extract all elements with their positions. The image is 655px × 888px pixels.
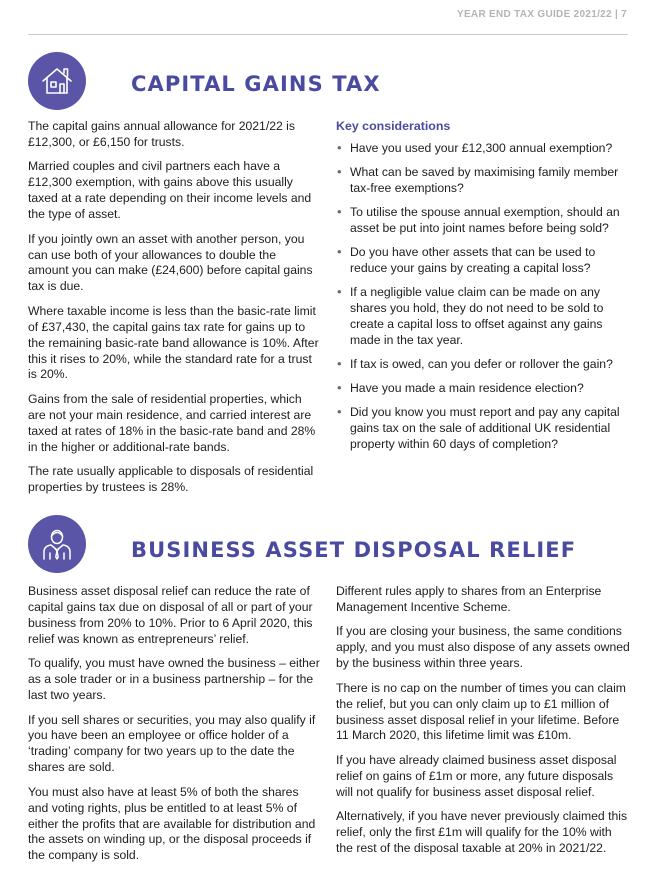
body-paragraph: To qualify, you must have owned the business – either as a sole trader or in a business partnership – for the last two years.	[28, 656, 320, 703]
businessman-icon	[28, 515, 86, 573]
body-paragraph: If you jointly own an asset with another person, you can use both of your allowances to double the amount you can make (£24,600) before capital gains tax is due.	[28, 231, 313, 294]
key-considerations-title: Key considerations	[336, 119, 451, 133]
house-icon	[28, 52, 86, 110]
list-item-text: Have you made a main residence election?	[350, 380, 584, 395]
page-header: YEAR END TAX GUIDE 2021/22 | 7	[456, 9, 627, 20]
body-paragraph: If you are closing your business, the same conditions apply, and you must also dispose of any assets owned by the business within three years.	[336, 624, 630, 671]
body-paragraph: Alternatively, if you have never previously claimed this relief, only the first £1m will qualify for the 10% with the rest of the disposal taxable at 20% in 2021/22.	[336, 809, 628, 856]
list-item	[336, 141, 631, 157]
bullet-icon: •	[337, 164, 342, 179]
bullet-icon: •	[337, 284, 342, 299]
bullet-icon: •	[337, 404, 342, 419]
list-item-text: If a negligible value claim can be made on any shares you hold, they do not need to be sold to create a capital loss to offset against any gains made in the tax year.	[350, 285, 604, 347]
list-item	[336, 357, 631, 373]
list-item	[336, 405, 631, 453]
body-paragraph: There is no cap on the number of times you can claim the relief, but you can only claim up to £1 million of business asset disposal relief in your lifetime. Before 11 March 2020, this lifetime limit was £10m.	[336, 680, 626, 743]
list-item	[336, 285, 631, 349]
list-item	[336, 205, 631, 237]
badr-right-column	[336, 584, 631, 866]
body-paragraph: If you have already claimed business asset disposal relief on gains of £1m or more, any future disposals will not qualify for business asset disposal relief.	[336, 752, 617, 799]
body-paragraph: Different rules apply to shares from an Enterprise Management Incentive Scheme.	[336, 584, 602, 614]
bullet-icon: •	[337, 355, 342, 371]
cgt-body	[28, 119, 320, 505]
body-paragraph: Where taxable income is less than the basic-rate limit of £37,430, the capital gains tax rate for gains up to the remaining basic-rate band allowance is 10%. After this it rises to 20%, while the standard rate for a trust is 20%.	[28, 303, 319, 382]
badr-left-column	[28, 584, 320, 873]
bullet-icon: •	[337, 139, 342, 155]
bullet-icon: •	[337, 244, 342, 259]
list-item	[336, 165, 631, 197]
key-considerations-list	[336, 141, 631, 453]
list-item-text: Did you know you must report and pay any capital gains tax on the sale of additional UK residential property within 60 days of completion?	[350, 405, 620, 451]
body-paragraph: Married couples and civil partners each have a £12,300 exemption, with gains above this usually taxed at a rate depending on their income levels and the type of asset.	[28, 159, 312, 222]
body-paragraph: The rate usually applicable to disposals of residential properties by trustees is 28%.	[28, 464, 314, 495]
list-item-text: To utilise the spouse annual exemption, should an asset be put into joint names before being sold?	[350, 205, 620, 235]
list-item-text: If tax is owed, can you defer or rollover the gain?	[350, 356, 613, 371]
body-paragraph: You must also have at least 5% of both the shares and voting rights, plus be entitled to at least 5% of either the profits that are available for distribution and the assets on winding up, or the disposal proceeds if the company is sold.	[28, 784, 316, 863]
body-paragraph: Gains from the sale of residential properties, which are not your main residence, and carried interest are taxed at rates of 18% in the basic-rate band and 28% in the higher or additional-rate bands.	[28, 391, 316, 454]
body-paragraph: Business asset disposal relief can reduce the rate of capital gains tax due on disposal of all or part of your business from 20% to 10%. Prior to 6 April 2020, this relief was known as entrepreneurs’ relief.	[28, 584, 313, 646]
section-title-badr: BUSINESS ASSET DISPOSAL RELIEF	[131, 538, 577, 562]
section-title-cgt: CAPITAL GAINS TAX	[131, 72, 381, 96]
list-item	[336, 381, 631, 397]
key-considerations	[336, 119, 631, 461]
list-item-text: Have you used your £12,300 annual exemption?	[350, 140, 613, 155]
body-paragraph: If you sell shares or securities, you may also qualify if you have been an employee or office holder of a ‘trading’ company for two years up to the date the shares are sold.	[28, 712, 316, 775]
list-item-text: Do you have other assets that can be used to reduce your gains by creating a capital loss?	[350, 245, 596, 275]
list-item-text: What can be saved by maximising family member tax-free exemptions?	[350, 165, 619, 195]
bullet-icon: •	[337, 204, 342, 219]
header-divider	[28, 34, 628, 35]
body-paragraph: The capital gains annual allowance for 2021/22 is £12,300, or £6,150 for trusts.	[28, 119, 295, 149]
list-item	[336, 245, 631, 277]
bullet-icon: •	[337, 379, 342, 395]
